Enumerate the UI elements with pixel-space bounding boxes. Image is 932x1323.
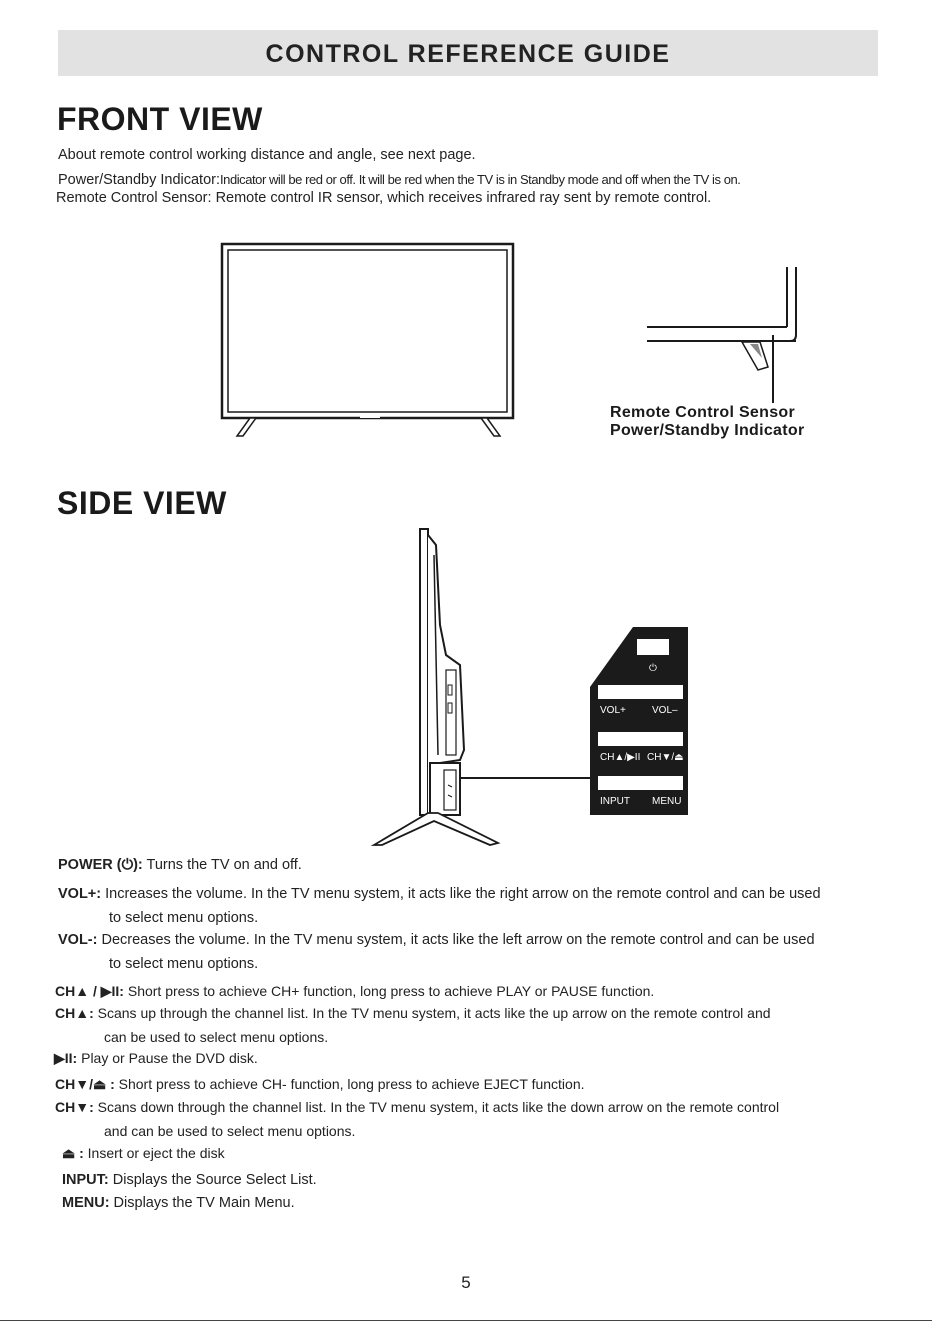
- desc-eject: [62, 1145, 225, 1162]
- desc-vol-plus-text: Increases the volume. In the TV menu system, it acts like the right arrow on the remote control and can be used: [101, 886, 821, 902]
- desc-ch-down-cont: and can be used to select menu options.: [104, 1123, 356, 1139]
- desc-vol-plus-cont: to select menu options.: [109, 910, 259, 926]
- desc-vol-minus-cont: to select menu options.: [109, 956, 259, 972]
- side-view-heading: SIDE VIEW: [57, 485, 227, 521]
- desc-menu-text: Displays the TV Main Menu.: [109, 1195, 295, 1211]
- desc-ch-down-eject-text: Short press to achieve CH- function, long press to achieve EJECT function.: [114, 1076, 585, 1092]
- desc-ch-down-label: CH▼:: [55, 1099, 94, 1115]
- indicator-description: [58, 172, 740, 188]
- panel-label-vol-plus: VOL+: [600, 705, 626, 716]
- desc-vol-plus: [58, 886, 821, 902]
- desc-eject-label: ⏏ :: [62, 1145, 84, 1161]
- page-number: 5: [461, 1273, 471, 1292]
- callout-remote-sensor: Remote Control Sensor: [610, 404, 795, 421]
- desc-ch-up-text: Scans up through the channel list. In the TV menu system, it acts like the up arrow on the remote control and: [93, 1005, 771, 1021]
- desc-play-text: Play or Pause the DVD disk.: [77, 1050, 258, 1066]
- power-symbol: ⏻: [649, 663, 657, 674]
- front-intro-text: About remote control working distance and angle, see next page.: [58, 147, 476, 163]
- desc-input: [62, 1172, 317, 1188]
- desc-vol-minus-label: VOL-:: [58, 932, 98, 948]
- sensor-description: Remote Control Sensor: Remote control IR sensor, which receives infrared ray sent by remote control.: [56, 190, 712, 206]
- panel-label-vol-minus: VOL–: [652, 705, 678, 716]
- desc-ch-down: [55, 1099, 779, 1115]
- indicator-text: Indicator will be red or off. It will be red when the TV is in Standby mode and off when the TV is on.: [220, 172, 741, 187]
- desc-ch-up-play-label: CH▲ / ▶II:: [55, 983, 124, 999]
- desc-input-label: INPUT:: [62, 1172, 109, 1188]
- desc-input-text: Displays the Source Select List.: [108, 1172, 317, 1188]
- desc-power-label: POWER (⏻):: [58, 857, 143, 873]
- page-title: CONTROL REFERENCE GUIDE: [265, 40, 671, 68]
- desc-ch-up: [55, 1005, 771, 1021]
- desc-menu: [62, 1195, 295, 1211]
- desc-play: [54, 1050, 258, 1067]
- callout-standby-indicator: Power/Standby Indicator: [610, 422, 805, 439]
- desc-ch-up-play: [55, 983, 654, 1000]
- tv-front-illustration: [215, 240, 525, 440]
- footer-divider: [0, 1320, 932, 1321]
- desc-ch-down-text: Scans down through the channel list. In the TV menu system, it acts like the down arrow on the remote control: [93, 1099, 780, 1115]
- panel-label-ch-up: CH▲/▶II: [600, 752, 641, 763]
- desc-ch-down-eject-label: CH▼/⏏ :: [55, 1076, 115, 1092]
- desc-ch-up-cont: can be used to select menu options.: [104, 1029, 329, 1045]
- tv-corner-detail: [640, 262, 810, 407]
- desc-menu-label: MENU:: [62, 1195, 110, 1211]
- panel-label-ch-down: CH▼/⏏: [647, 752, 684, 763]
- desc-ch-up-label: CH▲:: [55, 1005, 94, 1021]
- header-banner: [58, 30, 878, 76]
- panel-label-menu: MENU: [652, 796, 682, 807]
- indicator-label: Power/Standby Indicator:: [58, 172, 221, 188]
- desc-play-label: ▶II:: [54, 1050, 78, 1066]
- desc-vol-plus-label: VOL+:: [58, 886, 102, 902]
- desc-power-text: Turns the TV on and off.: [142, 857, 302, 873]
- desc-ch-down-eject: [55, 1076, 585, 1093]
- desc-power: [58, 857, 302, 873]
- desc-vol-minus-text: Decreases the volume. In the TV menu system, it acts like the left arrow on the remote control and can be used: [97, 932, 815, 948]
- panel-label-input: INPUT: [600, 796, 630, 807]
- tv-side-illustration: [368, 525, 698, 850]
- desc-eject-text: Insert or eject the disk: [83, 1145, 225, 1161]
- desc-vol-minus: [58, 932, 815, 948]
- front-view-heading: FRONT VIEW: [57, 101, 263, 137]
- desc-ch-up-play-text: Short press to achieve CH+ function, long press to achieve PLAY or PAUSE function.: [123, 983, 655, 999]
